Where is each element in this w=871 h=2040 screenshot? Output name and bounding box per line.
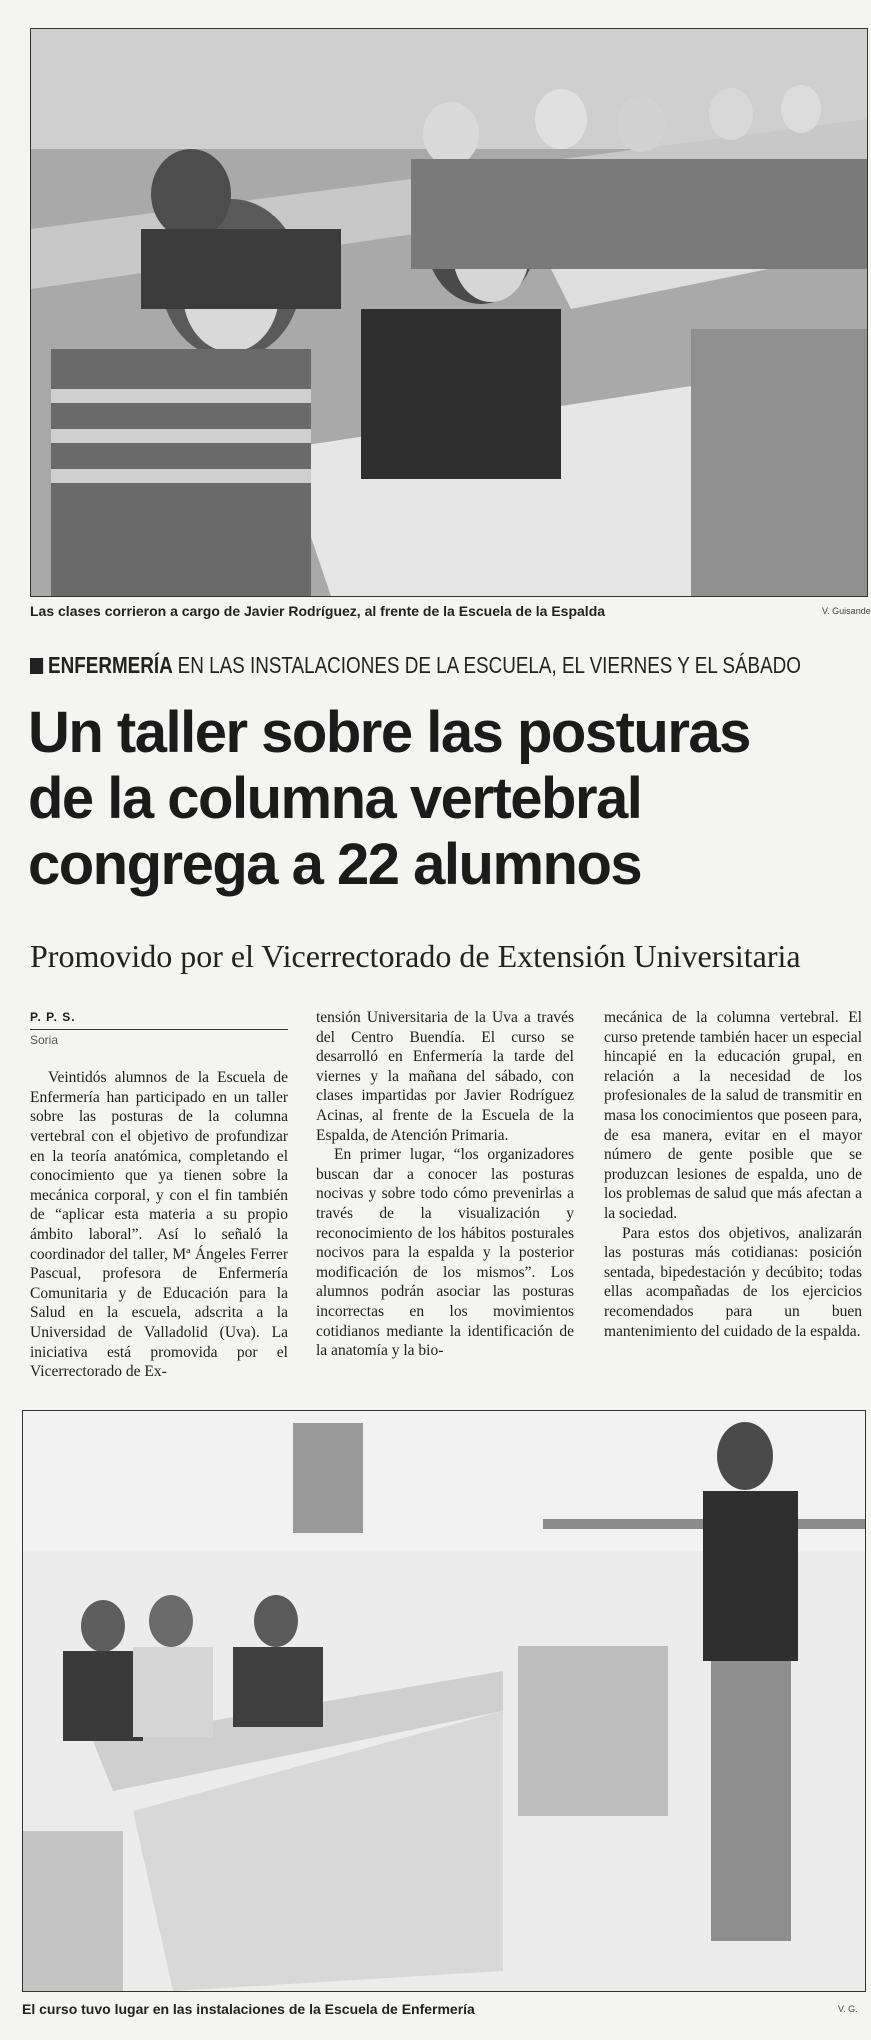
kicker-text: EN LAS INSTALACIONES DE LA ESCUELA, EL VIERNES Y EL SÁBADO [177,652,801,678]
photo-caption-bottom: El curso tuvo lugar en las instalaciones de la Escuela de Enfermería [22,2001,475,2017]
article-column-2 [316,1008,574,1361]
photo-caption-top: Las clases corrieron a cargo de Javier Rodríguez, al frente de la Escuela de la Espalda [30,603,606,619]
byline-author: P. P. S. [30,1008,288,1030]
kicker-square-icon [30,658,43,674]
headline [28,700,868,898]
subheadline: Promovido por el Vicerrectorado de Extensión Universitaria [30,938,801,974]
headline-line-1: Un taller sobre las posturas [28,700,750,765]
article-paragraph: mecánica de la columna vertebral. El curso pretende también hacer un especial hincapié en la educación grupal, en relación a la necesidad de los profesionales de la salud de transmitir en masa los conocimientos que poseen para, de esa manera, evitar en el mayor número de gente posible que se produzcan lesiones de espalda, uno de los problemas de salud que más afectan a la sociedad. [604,1009,862,1222]
article-column-3 [604,1008,862,1341]
article-column-1 [30,1008,288,1382]
section-kicker [30,652,801,679]
article-paragraph: tensión Universitaria de la Uva a través del Centro Buendía. El curso se desarrolló en Enfermería la tarde del viernes y la mañana del sábado, con clases impartidas por Javier Rodríguez Acinas, al frente de la Escuela de la Espalda, de Atención Primaria. [316,1009,574,1144]
kicker-section: ENFERMERÍA [48,652,173,678]
article-paragraph: En primer lugar, “los organizadores buscan dar a conocer las posturas nocivas y sobre todo cómo prevenirlas a través de la visualización y reconocimiento de los hábitos posturales nocivos para la espalda y la posterior modificación de los mismos”. Los alumnos podrán asociar las posturas incorrectas en los movimientos cotidianos mediante la identificación de la anatomía y la bio- [316,1146,574,1360]
article-paragraph: Veintidós alumnos de la Escuela de Enfermería han participado en un taller sobre las posturas de la columna vertebral con el objetivo de profundizar en la teoría anatómica, completando el conocimiento que ya tienen sobre la mecánica corporal, y con el fin también de “aplicar esta materia a su propio ámbito laboral”. Así lo señaló la coordinador del taller, Mª Ángeles Ferrer Pascual, profesora de Enfermería Comunitaria y de Educación para la Salud en la escuela, adscrita a la Universidad de Valladolid (Uva). La iniciativa está promovida por el Vicerrectorado de Ex- [30,1069,288,1381]
photo-credit-bottom: V. G. [838,2004,858,2014]
photo-credit-top: V. Guisande [822,606,871,616]
article-paragraph: Para estos dos objetivos, analizarán las posturas más cotidianas: posición sentada, bipedestación y decúbito; todas ellas acompañadas de los ejercicios recomendados para un buen mantenimiento del cuidado de la espalda. [604,1224,862,1340]
classroom-photo-bottom [22,1410,866,1992]
headline-line-3: congrega a 22 alumnos [28,832,642,897]
classroom-photo-top [30,28,868,597]
byline-place: Soria [30,1032,59,1047]
headline-line-2: de la columna vertebral [28,766,642,831]
